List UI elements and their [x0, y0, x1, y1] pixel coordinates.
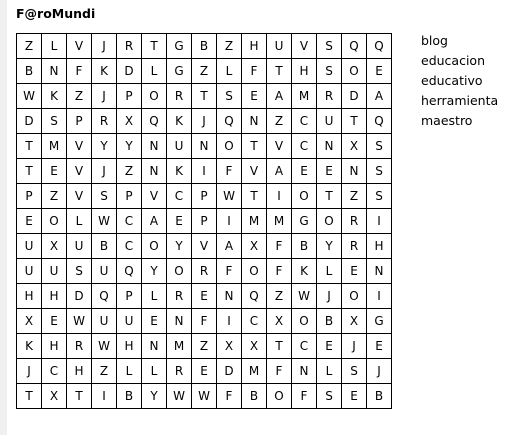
grid-cell[interactable]: T [142, 34, 167, 59]
grid-cell[interactable]: X [217, 334, 242, 359]
grid-cell[interactable]: H [117, 334, 142, 359]
grid-cell[interactable]: O [292, 184, 317, 209]
grid-cell[interactable]: O [142, 84, 167, 109]
grid-cell[interactable]: V [142, 184, 167, 209]
grid-cell[interactable]: S [367, 134, 392, 159]
grid-cell[interactable]: S [317, 384, 342, 409]
grid-cell[interactable]: J [192, 109, 217, 134]
grid-cell[interactable]: C [292, 134, 317, 159]
grid-cell[interactable]: X [42, 234, 67, 259]
grid-cell[interactable]: Z [117, 159, 142, 184]
grid-cell[interactable]: R [67, 334, 92, 359]
grid-cell[interactable]: E [17, 209, 42, 234]
grid-cell[interactable]: S [317, 59, 342, 84]
grid-cell[interactable]: S [217, 84, 242, 109]
grid-cell[interactable]: Z [267, 284, 292, 309]
grid-cell[interactable]: B [17, 59, 42, 84]
grid-cell[interactable]: F [192, 309, 217, 334]
grid-cell[interactable]: B [117, 384, 142, 409]
grid-cell[interactable]: E [342, 384, 367, 409]
grid-cell[interactable]: K [42, 84, 67, 109]
grid-row [17, 134, 392, 159]
grid-row [17, 334, 392, 359]
grid-cell[interactable]: V [67, 184, 92, 209]
grid-cell[interactable]: J [17, 359, 42, 384]
grid-cell[interactable]: X [267, 309, 292, 334]
grid-cell[interactable]: P [17, 184, 42, 209]
grid-cell[interactable]: X [342, 134, 367, 159]
grid-cell[interactable]: K [17, 334, 42, 359]
grid-cell[interactable]: N [317, 134, 342, 159]
grid-cell[interactable]: U [167, 134, 192, 159]
grid-cell[interactable]: H [67, 359, 92, 384]
grid-cell[interactable]: Y [167, 234, 192, 259]
grid-cell[interactable]: O [342, 284, 367, 309]
grid-cell[interactable]: M [242, 359, 267, 384]
grid-cell[interactable]: I [217, 209, 242, 234]
grid-cell[interactable]: D [117, 59, 142, 84]
grid-cell[interactable]: Z [67, 84, 92, 109]
grid-cell[interactable]: E [367, 334, 392, 359]
puzzle-title: F@roMundi [16, 6, 96, 21]
left-margin-strip [0, 0, 7, 435]
grid-cell[interactable]: J [92, 84, 117, 109]
word-search-grid [16, 33, 392, 409]
grid-cell[interactable]: U [67, 234, 92, 259]
grid-cell[interactable]: I [267, 184, 292, 209]
grid-cell[interactable]: N [292, 359, 317, 384]
grid-cell[interactable]: C [117, 234, 142, 259]
grid-cell[interactable]: U [42, 259, 67, 284]
grid-cell[interactable]: Q [242, 284, 267, 309]
grid-cell[interactable]: J [367, 359, 392, 384]
grid-cell[interactable]: M [242, 209, 267, 234]
word-list-item: blog [421, 33, 448, 48]
grid-row [17, 59, 392, 84]
grid-row [17, 184, 392, 209]
grid-cell[interactable]: M [292, 84, 317, 109]
grid-cell[interactable]: T [267, 59, 292, 84]
grid-cell[interactable]: D [217, 359, 242, 384]
word-list [421, 31, 498, 131]
grid-cell[interactable]: R [342, 234, 367, 259]
grid-cell[interactable]: G [167, 34, 192, 59]
grid-cell[interactable]: E [42, 309, 67, 334]
grid-cell[interactable]: L [142, 284, 167, 309]
grid-cell[interactable]: E [317, 334, 342, 359]
word-list-item: educativo [421, 73, 483, 88]
grid-row [17, 384, 392, 409]
grid-cell[interactable]: N [242, 109, 267, 134]
grid-cell[interactable]: R [92, 109, 117, 134]
grid-cell[interactable]: S [367, 159, 392, 184]
grid-cell[interactable]: X [42, 384, 67, 409]
grid-cell[interactable]: V [292, 34, 317, 59]
grid-cell[interactable]: C [42, 359, 67, 384]
grid-cell[interactable]: O [342, 59, 367, 84]
grid-cell[interactable]: Y [317, 234, 342, 259]
grid-cell[interactable]: R [192, 259, 217, 284]
grid-cell[interactable]: U [317, 109, 342, 134]
grid-cell[interactable]: D [342, 84, 367, 109]
grid-cell[interactable]: O [167, 259, 192, 284]
grid-cell[interactable]: N [142, 159, 167, 184]
grid-cell[interactable]: I [217, 309, 242, 334]
grid-cell[interactable]: Z [217, 34, 242, 59]
grid-cell[interactable]: U [117, 309, 142, 334]
grid-cell[interactable]: W [192, 384, 217, 409]
grid-cell[interactable]: O [292, 309, 317, 334]
grid-cell[interactable]: L [317, 359, 342, 384]
grid-cell[interactable]: I [92, 384, 117, 409]
grid-cell[interactable]: B [192, 34, 217, 59]
grid-cell[interactable]: T [192, 84, 217, 109]
grid-cell[interactable]: N [167, 309, 192, 334]
grid-cell[interactable]: U [17, 259, 42, 284]
grid-cell[interactable]: F [217, 259, 242, 284]
grid-cell[interactable]: S [42, 109, 67, 134]
grid-cell[interactable]: C [167, 184, 192, 209]
grid-cell[interactable]: P [192, 184, 217, 209]
grid-cell[interactable]: R [117, 34, 142, 59]
grid-cell[interactable]: R [167, 359, 192, 384]
grid-row [17, 159, 392, 184]
grid-cell[interactable]: W [167, 384, 192, 409]
grid-cell[interactable]: U [92, 309, 117, 334]
grid-cell[interactable]: V [67, 34, 92, 59]
grid-cell[interactable]: F [267, 234, 292, 259]
grid-cell[interactable]: N [367, 259, 392, 284]
grid-cell[interactable]: R [317, 84, 342, 109]
grid-cell[interactable]: F [217, 384, 242, 409]
grid-cell[interactable]: G [367, 309, 392, 334]
grid-cell[interactable]: L [317, 259, 342, 284]
grid-cell[interactable]: I [192, 159, 217, 184]
grid-cell[interactable]: E [292, 159, 317, 184]
grid-cell[interactable]: F [217, 159, 242, 184]
grid-cell[interactable]: A [267, 84, 292, 109]
grid-cell[interactable]: Z [92, 359, 117, 384]
grid-cell[interactable]: O [317, 209, 342, 234]
grid-cell[interactable]: W [17, 84, 42, 109]
grid-cell[interactable]: E [192, 359, 217, 384]
grid-cell[interactable]: V [67, 159, 92, 184]
grid-cell[interactable]: W [217, 184, 242, 209]
grid-cell[interactable]: O [242, 259, 267, 284]
grid-cell[interactable]: Z [42, 184, 67, 209]
grid-cell[interactable]: K [167, 109, 192, 134]
grid-cell[interactable]: A [367, 84, 392, 109]
grid-cell[interactable]: S [67, 259, 92, 284]
grid-cell[interactable]: E [342, 259, 367, 284]
grid-cell[interactable]: X [342, 309, 367, 334]
grid-cell[interactable]: R [167, 84, 192, 109]
grid-cell[interactable]: B [367, 384, 392, 409]
grid-cell[interactable]: Q [217, 109, 242, 134]
grid-cell[interactable]: N [142, 134, 167, 159]
grid-cell[interactable]: C [292, 334, 317, 359]
grid-row [17, 109, 392, 134]
grid-cell[interactable]: S [367, 184, 392, 209]
grid-cell[interactable]: O [267, 384, 292, 409]
grid-cell[interactable]: R [342, 209, 367, 234]
grid-cell[interactable]: Z [267, 109, 292, 134]
grid-cell[interactable]: Q [92, 284, 117, 309]
grid-cell[interactable]: T [17, 134, 42, 159]
grid-cell[interactable]: K [92, 59, 117, 84]
grid-cell[interactable]: W [67, 309, 92, 334]
grid-cell[interactable]: F [267, 259, 292, 284]
grid-cell[interactable]: T [267, 334, 292, 359]
grid-cell[interactable]: G [292, 209, 317, 234]
grid-cell[interactable]: H [42, 334, 67, 359]
grid-cell[interactable]: F [242, 59, 267, 84]
grid-cell[interactable]: Z [192, 59, 217, 84]
grid-cell[interactable]: X [242, 334, 267, 359]
grid-cell[interactable]: K [167, 159, 192, 184]
grid-cell[interactable]: E [42, 159, 67, 184]
grid-cell[interactable]: X [17, 309, 42, 334]
grid-cell[interactable]: J [92, 34, 117, 59]
grid-cell[interactable]: N [192, 134, 217, 159]
grid-cell[interactable]: X [242, 234, 267, 259]
grid-cell[interactable]: J [92, 159, 117, 184]
grid-cell[interactable]: M [167, 334, 192, 359]
grid-cell[interactable]: M [267, 209, 292, 234]
grid-cell[interactable]: Y [142, 259, 167, 284]
grid-cell[interactable]: L [217, 59, 242, 84]
grid-cell[interactable]: Q [367, 34, 392, 59]
grid-cell[interactable]: C [242, 309, 267, 334]
grid-cell[interactable]: Z [17, 34, 42, 59]
grid-cell[interactable]: H [242, 34, 267, 59]
grid-cell[interactable]: D [67, 284, 92, 309]
grid-row [17, 84, 392, 109]
grid-cell[interactable]: T [17, 159, 42, 184]
grid-cell[interactable]: T [342, 109, 367, 134]
grid-cell[interactable]: E [142, 309, 167, 334]
grid-cell[interactable]: O [42, 209, 67, 234]
grid-cell[interactable]: O [142, 234, 167, 259]
grid-row [17, 359, 392, 384]
grid-cell[interactable]: P [67, 109, 92, 134]
grid-cell[interactable]: V [267, 134, 292, 159]
grid-cell[interactable]: T [242, 134, 267, 159]
grid-cell[interactable]: B [292, 234, 317, 259]
grid-cell[interactable]: N [217, 284, 242, 309]
grid-cell[interactable]: A [267, 159, 292, 184]
word-list-item: herramienta [421, 93, 499, 108]
grid-cell[interactable]: N [342, 159, 367, 184]
grid-cell[interactable]: O [217, 134, 242, 159]
grid-row [17, 309, 392, 334]
grid-cell[interactable]: H [17, 284, 42, 309]
grid-cell[interactable]: W [292, 284, 317, 309]
grid-cell[interactable]: S [92, 184, 117, 209]
grid-cell[interactable]: U [17, 234, 42, 259]
grid-cell[interactable]: B [92, 234, 117, 259]
grid-cell[interactable]: V [192, 234, 217, 259]
grid-cell[interactable]: K [292, 259, 317, 284]
grid-cell[interactable]: Q [142, 109, 167, 134]
grid-cell[interactable]: D [17, 109, 42, 134]
grid-cell[interactable]: V [67, 134, 92, 159]
grid-cell[interactable]: P [117, 284, 142, 309]
grid-cell[interactable]: B [317, 309, 342, 334]
grid-cell[interactable]: E [192, 284, 217, 309]
grid-cell[interactable]: Q [342, 34, 367, 59]
grid-cell[interactable]: L [67, 209, 92, 234]
grid-cell[interactable]: E [317, 159, 342, 184]
grid-cell[interactable]: B [242, 384, 267, 409]
grid-cell[interactable]: U [92, 259, 117, 284]
grid-cell[interactable]: L [117, 359, 142, 384]
grid-cell[interactable]: L [142, 59, 167, 84]
grid-cell[interactable]: H [292, 59, 317, 84]
grid-cell[interactable]: P [192, 209, 217, 234]
grid-cell[interactable]: X [117, 109, 142, 134]
grid-cell[interactable]: H [42, 284, 67, 309]
grid-cell[interactable]: I [367, 284, 392, 309]
grid-cell[interactable]: E [367, 59, 392, 84]
grid-cell[interactable]: N [42, 59, 67, 84]
grid-row [17, 259, 392, 284]
grid-cell[interactable]: T [242, 184, 267, 209]
grid-cell[interactable]: F [267, 359, 292, 384]
grid-row [17, 284, 392, 309]
grid-cell[interactable]: R [167, 284, 192, 309]
grid-cell[interactable]: P [117, 184, 142, 209]
grid-row [17, 234, 392, 259]
grid-cell[interactable]: Y [92, 134, 117, 159]
grid-cell[interactable]: I [367, 209, 392, 234]
grid-cell[interactable]: A [142, 209, 167, 234]
grid-cell[interactable]: G [167, 59, 192, 84]
grid-cell[interactable]: W [92, 334, 117, 359]
grid-cell[interactable]: C [292, 109, 317, 134]
grid-cell[interactable]: Q [117, 259, 142, 284]
grid-cell[interactable]: M [42, 134, 67, 159]
grid-cell[interactable]: T [17, 384, 42, 409]
grid-row [17, 34, 392, 59]
grid-cell[interactable]: E [167, 209, 192, 234]
word-list-item: maestro [421, 113, 473, 128]
grid-cell[interactable]: J [317, 284, 342, 309]
grid-row [17, 209, 392, 234]
grid-cell[interactable]: F [67, 59, 92, 84]
grid-cell[interactable]: V [242, 159, 267, 184]
grid-cell[interactable]: U [267, 34, 292, 59]
word-list-item: educacion [421, 53, 485, 68]
grid-cell[interactable]: T [67, 384, 92, 409]
grid-cell[interactable]: W [92, 209, 117, 234]
grid-cell[interactable]: F [292, 384, 317, 409]
grid-cell[interactable]: N [142, 334, 167, 359]
grid-cell[interactable]: T [317, 184, 342, 209]
grid-cell[interactable]: P [117, 84, 142, 109]
grid-cell[interactable]: Y [142, 384, 167, 409]
grid-cell[interactable]: Z [192, 334, 217, 359]
grid-cell[interactable]: L [42, 34, 67, 59]
grid-cell[interactable]: Z [342, 184, 367, 209]
grid-cell[interactable]: H [367, 234, 392, 259]
grid-cell[interactable]: A [217, 234, 242, 259]
grid-cell[interactable]: Y [117, 134, 142, 159]
grid-cell[interactable]: J [342, 334, 367, 359]
grid-cell[interactable]: S [317, 34, 342, 59]
grid-cell[interactable]: Q [367, 109, 392, 134]
grid-cell[interactable]: C [117, 209, 142, 234]
grid-cell[interactable]: S [342, 359, 367, 384]
grid-cell[interactable]: L [142, 359, 167, 384]
grid-cell[interactable]: E [242, 84, 267, 109]
